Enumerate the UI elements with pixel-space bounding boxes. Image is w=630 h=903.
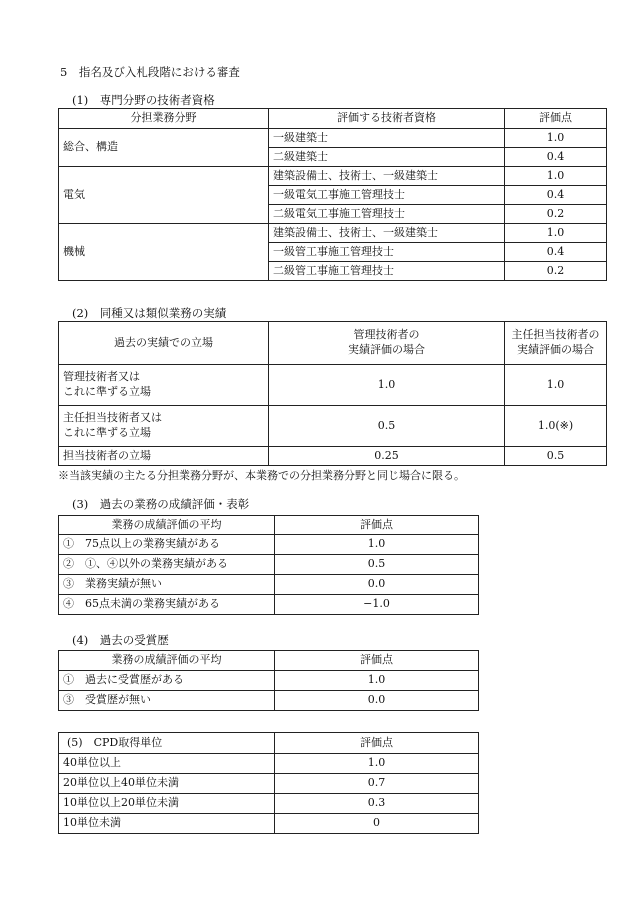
manager-score-cell: 1.0 [269, 365, 505, 406]
qualification-cell: 建築設備士、技術士、一級建築士 [269, 167, 505, 186]
experience-note: ※当該実績の主たる分担業務分野が、本業務での分担業務分野と同じ場合に限る。 [58, 469, 465, 482]
manager-score-cell: 0.5 [269, 406, 505, 447]
score-cell: 0 [275, 814, 479, 834]
qualification-cell: 一級電気工事施工管理技士 [269, 186, 505, 205]
role-text: 主任担当技術者又は これに準ずる立場 [63, 411, 162, 439]
field-cell: 電気 [59, 167, 269, 224]
score-cell: 0.4 [505, 243, 607, 262]
role-cell [59, 406, 269, 447]
award-item: ③ 受賞歴が無い [59, 691, 275, 711]
award-item: ① 過去に受賞歴がある [59, 671, 275, 691]
cpd-item: 40単位以上 [59, 754, 275, 774]
field-cell: 機械 [59, 224, 269, 281]
header-award: 業務の成績評価の平均 [59, 651, 275, 671]
score-cell: 0.7 [275, 774, 479, 794]
header-score: 評価点 [275, 516, 479, 535]
field-cell: 総合、構造 [59, 129, 269, 167]
header-performance: 業務の成績評価の平均 [59, 516, 275, 535]
qualification-table [58, 108, 607, 281]
qualification-cell: 二級管工事施工管理技士 [269, 262, 505, 281]
score-cell: 1.0 [275, 535, 479, 555]
section-1-heading: (1) 専門分野の技術者資格 [72, 93, 215, 107]
header-chief-eval [505, 322, 607, 365]
score-cell: −1.0 [275, 595, 479, 615]
chief-score-cell: 0.5 [505, 447, 607, 466]
header-qualification: 評価する技術者資格 [269, 109, 505, 129]
qualification-cell: 二級建築士 [269, 148, 505, 167]
header-field: 分担業務分野 [59, 109, 269, 129]
experience-table [58, 321, 607, 466]
qualification-cell: 一級建築士 [269, 129, 505, 148]
chief-score-cell: 1.0 [505, 365, 607, 406]
header-chief-eval-text: 主任担当技術者の 実績評価の場合 [511, 328, 600, 356]
header-score: 評価点 [505, 109, 607, 129]
cpd-item: 20単位以上40単位未満 [59, 774, 275, 794]
score-cell: 0.0 [275, 691, 479, 711]
score-cell: 0.2 [505, 262, 607, 281]
qualification-cell: 建築設備士、技術士、一級建築士 [269, 224, 505, 243]
performance-table [58, 515, 479, 615]
role-cell: 担当技術者の立場 [59, 447, 269, 466]
cpd-table [58, 732, 479, 834]
header-score: 評価点 [275, 651, 479, 671]
score-cell: 0.4 [505, 186, 607, 205]
score-cell: 1.0 [505, 224, 607, 243]
score-cell: 1.0 [275, 671, 479, 691]
manager-score-cell: 0.25 [269, 447, 505, 466]
cpd-item: 10単位未満 [59, 814, 275, 834]
role-cell [59, 365, 269, 406]
performance-item: ④ 65点未満の業務実績がある [59, 595, 275, 615]
score-cell: 1.0 [505, 167, 607, 186]
score-cell: 0.2 [505, 205, 607, 224]
award-table [58, 650, 479, 711]
score-cell: 0.4 [505, 148, 607, 167]
qualification-cell: 一級管工事施工管理技士 [269, 243, 505, 262]
score-cell: 0.0 [275, 575, 479, 595]
section-2-heading: (2) 同種又は類似業務の実績 [72, 306, 227, 320]
section-3-heading: (3) 過去の業務の成績評価・表彰 [72, 497, 250, 511]
score-cell: 0.3 [275, 794, 479, 814]
score-cell: 0.5 [275, 555, 479, 575]
section-4-heading: (4) 過去の受賞歴 [72, 633, 169, 647]
main-heading: 5 指名及び入札段階における審査 [60, 65, 240, 79]
score-cell: 1.0 [275, 754, 479, 774]
qualification-cell: 二級電気工事施工管理技士 [269, 205, 505, 224]
header-score: 評価点 [275, 733, 479, 754]
score-cell: 1.0 [505, 129, 607, 148]
performance-item: ② ①、④以外の業務実績がある [59, 555, 275, 575]
header-manager-eval [269, 322, 505, 365]
header-cpd: (5) CPD取得単位 [59, 733, 275, 754]
performance-item: ① 75点以上の業務実績がある [59, 535, 275, 555]
header-manager-eval-text: 管理技術者の 実績評価の場合 [348, 328, 425, 356]
header-role: 過去の実績での立場 [59, 322, 269, 365]
cpd-item: 10単位以上20単位未満 [59, 794, 275, 814]
performance-item: ③ 業務実績が無い [59, 575, 275, 595]
role-text: 管理技術者又は これに準ずる立場 [63, 370, 151, 398]
chief-score-cell: 1.0(※) [505, 406, 607, 447]
